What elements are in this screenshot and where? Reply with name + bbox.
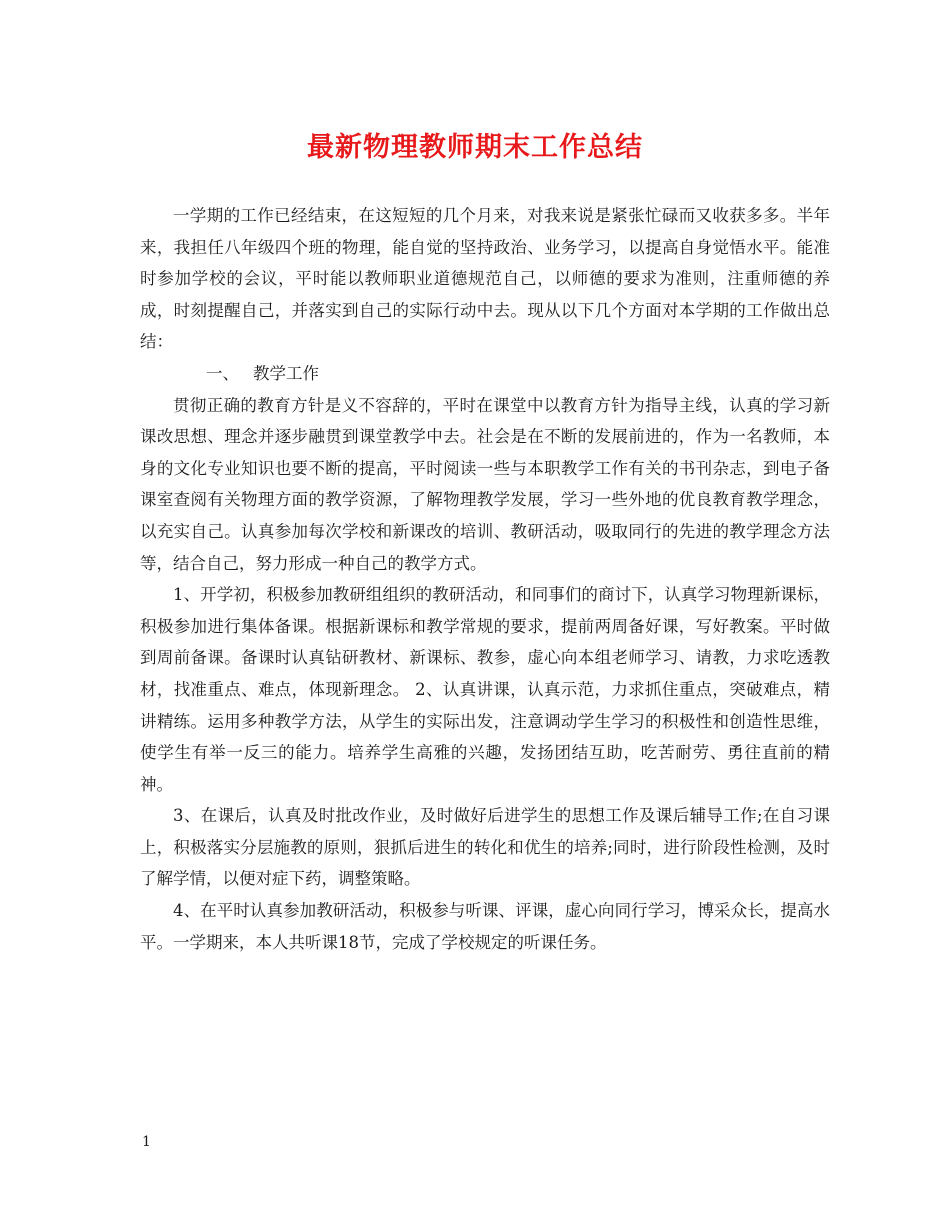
intro-paragraph: 一学期的工作已经结束，在这短短的几个月来，对我来说是紧张忙碌而又收获多多。半年来，我担任八年级四个班的物理，能自觉的坚持政治、业务学习，以提高自身觉悟水平。能准时参加学校的会议，平时能以教师职业道德规范自己，以师德的要求为准则，注重师德的养成，时刻提醒自己，并落实到自己的实际行动中去。现从以下几个方面对本学期的工作做出总结： xyxy=(140,206,830,352)
paragraph-research: 4、在平时认真参加教研活动，积极参与听课、评课，虚心向同行学习，博采众长，提高水平。一学期来，本人共听课18节，完成了学校规定的听课任务。 xyxy=(140,901,830,952)
document-title: 最新物理教师期末工作总结 xyxy=(307,132,643,163)
section-number: 一、 xyxy=(206,363,239,383)
paragraph-homework: 3、在课后，认真及时批改作业，及时做好后进学生的思想工作及课后辅导工作;在自习课上，积极落实分层施教的原则，狠抓后进生的转化和优生的培养;同时，进行阶段性检测，及时了解学情，以便对症下药，调整策略。 xyxy=(140,806,830,889)
section-label: 教学工作 xyxy=(253,363,319,383)
paragraph-teaching-policy: 贯彻正确的教育方针是义不容辞的，平时在课堂中以教育方针为指导主线，认真的学习新课改思想、理念并逐步融贯到课堂教学中去。社会是在不断的发展前进的，作为一名教师，本身的文化专业知识也要不断的提高，平时阅读一些与本职教学工作有关的书刊杂志，到电子备课室查阅有关物理方面的教学资源，了解物理教学发展，学习一些外地的优良教育教学理念，以充实自己。认真参加每次学校和新课改的培训、教研活动，吸取同行的先进的教学理念方法等，结合自己，努力形成一种自己的教学方式。 xyxy=(140,395,830,573)
section-heading-teaching xyxy=(140,358,830,390)
page-number: 1 xyxy=(142,1134,151,1150)
paragraph-lesson-prep: 1、开学初，积极参加教研组组织的教研活动，和同事们的商讨下，认真学习物理新课标，积极参加进行集体备课。根据新课标和教学常规的要求，提前两周备好课，写好教案。平时做到周前备课。备课时认真钻研教材、新课标、教参，虚心向本组老师学习、请教，力求吃透教材，找准重点、难点，体现新理念。 2、认真讲课，认真示范，力求抓住重点，突破难点，精讲精练。运用多种教学方法，从学生的实际出发，注意调动学生学习的积极性和创造性思维，使学生有举一反三的能力。培养学生高雅的兴趣，发扬团结互助，吃苦耐劳、勇往直前的精神。 xyxy=(140,585,830,794)
document-body xyxy=(140,200,830,958)
